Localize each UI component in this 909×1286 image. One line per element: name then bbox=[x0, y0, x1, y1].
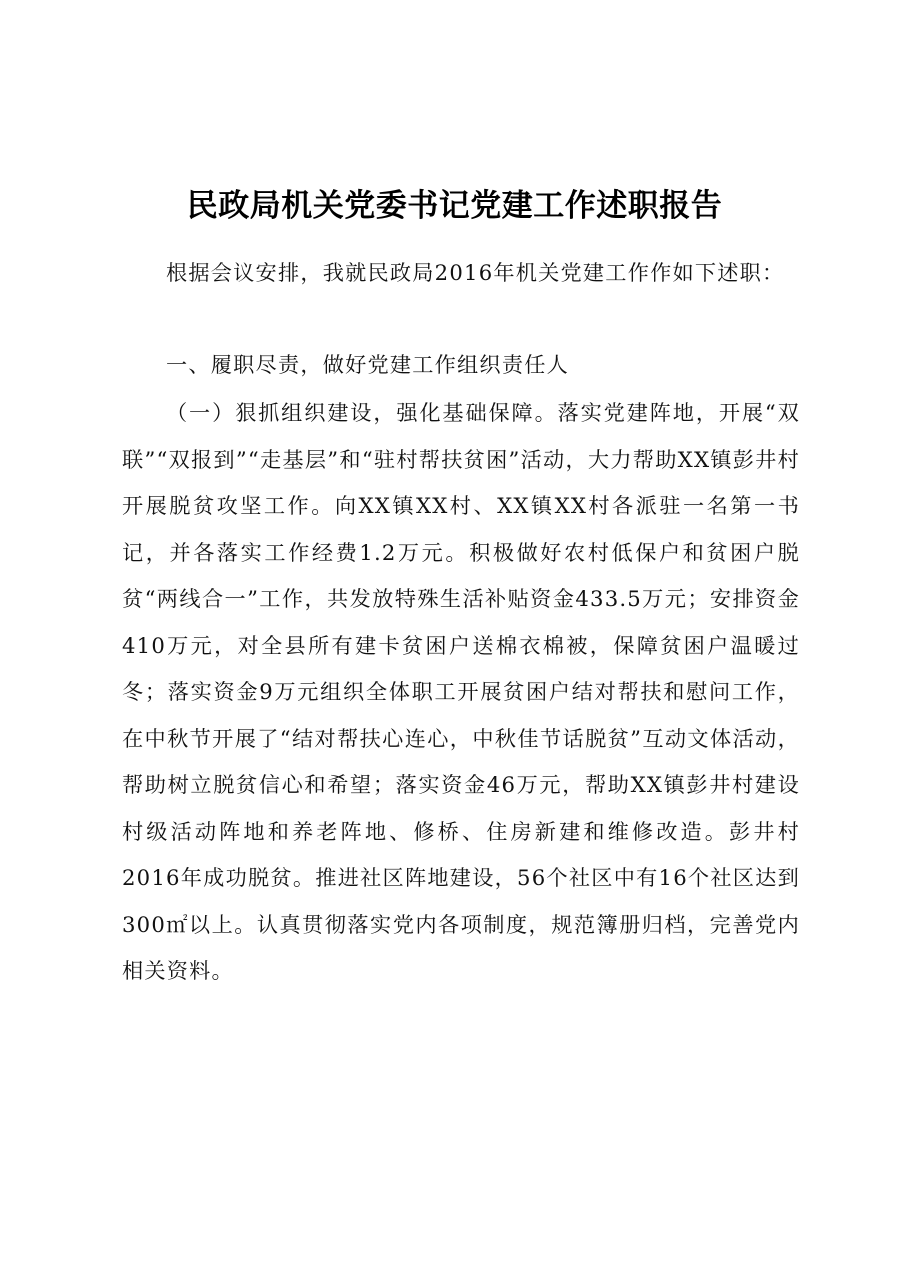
document-title: 民政局机关党委书记党建工作述职报告 bbox=[186, 187, 723, 224]
section-heading: 一、履职尽责，做好党建工作组织责任人 bbox=[166, 352, 569, 377]
subsection-paragraph: （一）狠抓组织建设，强化基础保障。落实党建阵地，开展“双联”“双报到”“走基层”和“驻村帮扶贫困”活动，大力帮助XX镇彭井村开展脱贫攻坚工作。向XX镇XX村、XX镇XX村各派驻一名第一书记，并各落实工作经费1.2万元。积极做好农村低保户和贫困户脱贫“两线合一”工作，共发放特殊生活补贴资金433.5万元；安排资金410万元，对全县所有建卡贫困户送棉衣棉被，保障贫困户温暖过冬；落实资金9万元组织全体职工开展贫困户结对帮扶和慰问工作，在中秋节开展了“结对帮扶心连心，中秋佳节话脱贫”互动文体活动，帮助树立脱贫信心和希望；落实资金46万元，帮助XX镇彭井村建设村级活动阵地和养老阵地、修桥、住房新建和维修改造。彭井村2016年成功脱贫。推进社区阵地建设，56个社区中有16个社区达到300㎡以上。认真贯彻落实党内各项制度，规范簿册归档，完善党内相关资料。 bbox=[122, 400, 800, 983]
intro-paragraph: 根据会议安排，我就民政局2016年机关党建工作作如下述职： bbox=[166, 260, 785, 285]
